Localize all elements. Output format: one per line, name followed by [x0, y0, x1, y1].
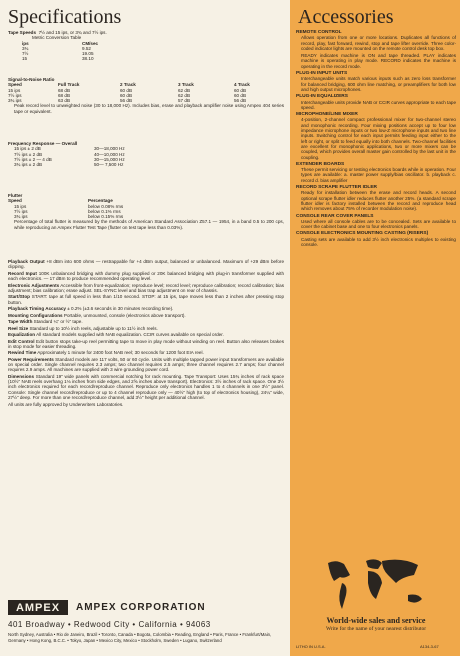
metric-cm: 19.05 [82, 51, 94, 57]
flutter-header: Percentage [88, 198, 113, 204]
accessory-text: 4-position, 2-channel compact professional mixer for two-channel stereo and monophonic recording. Four mixing positions accept up to four low impedance microphone inputs or two low-Z microphone inputs and two line inputs. Switching control for each input permits feeding input either to the left or right, or split to feed equally into both channels. Two-channel facilities are excellent for monophonic applications, two or more mixers can be coupled, which provides overall master gain controlled by the last unit in the coupling. [301, 117, 456, 160]
specifications-title: Specifications [8, 6, 122, 28]
spec-text: Standard ¼" or ½" tape. [33, 319, 83, 325]
worldwide-subtitle: Write for the name of your nearest distributor [325, 626, 427, 632]
snr-cell: 68 dB [58, 92, 71, 98]
spec-text: Accessible from front-equalization; reproduce level; record level; reproduce calibration; record calibration; bias adjustment; bias calibration; erase adjust. SEL-SYNC level and bias trap adjustment on rear of chassis. [8, 282, 284, 293]
spec-label: Playback Timing Accuracy [8, 306, 66, 312]
spec-label: Reel Size [8, 325, 29, 331]
accessory-item [296, 214, 456, 230]
accessory-title: REMOTE CONTROL [296, 30, 342, 35]
freq-range: 50— 7,500 Hz [94, 162, 124, 168]
spec-label: Start/Stop [8, 294, 30, 300]
accessory-item [296, 53, 456, 69]
spec-text: All standard models supplied with NAB equalization. CCIR curves available on special order. [36, 332, 224, 338]
accessory-text: Interchangeable units provide NAB or CCIR curves appropriate to each tape speed. [301, 99, 456, 110]
spec-item [8, 294, 284, 305]
snr-cell: 60 dB [234, 87, 247, 93]
flutter-section [8, 193, 284, 230]
spec-label: Mounting Configurations [8, 312, 63, 318]
flutter-value: below 0.08% rms [88, 203, 124, 209]
snr-cell: 3¾ ips [8, 98, 22, 104]
freq-range: 30—18,000 Hz [94, 146, 125, 152]
spec-text: 100K unbalanced bridging with dummy plug supplied or 20K balanced bridging with plug-in transformer supplied with each electronics. — 17 dBm to produce recommended operating level. [8, 270, 285, 282]
spec-text: Edit button stops take-up reel permitting tape to move in play mode without winding on reel. Button also releases brakes in stop mode for easier threading. [8, 338, 284, 349]
accessory-item [296, 71, 456, 92]
metric-header-ips: ips [22, 40, 29, 46]
tape-speeds-value: 7½ and 15 ips, or 3¾ and 7½ ips. [38, 30, 107, 35]
ampex-corporation: AMPEX CORPORATION [76, 602, 206, 613]
snr-cell: 57 dB [178, 98, 191, 104]
accessory-text: Used where all console cables are to be concealed. Sets are available to cover the cabinet base and one to four electronics panels. [301, 218, 456, 230]
worldwide-sales: World-wide sales and service [326, 616, 426, 625]
spec-item [8, 350, 284, 355]
flutter-value: below 0.15% rms [88, 214, 124, 220]
spec-text: Standard models are 117 volts, 50 or 60 cycle. Units with multiple tapped power input transformers are available on special order. Single channel requires 2.3 amps; two channel requires 2.5 amps; three channel requires 2.7 amps; four channel requires 2.9 amps. All machines are supplied with 3 wire grounding power cord. [8, 356, 285, 373]
ampex-offices: North Sydney, Australia • Rio de Janeiro, Brazil • Toronto, Canada • Bogota, Colombia • Reading, England • Paris, France • Frankfurt/Main, Germany • Hong Kong, B.C.C. • Tokyo, Japan • Mexico City, Mexico • Stockholm, Sweden • Lugano, Switzerland [8, 632, 272, 643]
metric-ips: 3¾ [22, 45, 29, 51]
spec-label: Electronic Adjustments [8, 282, 60, 288]
flutter-label: Flutter [8, 193, 23, 198]
spec-item [8, 374, 284, 400]
accessories-title: Accessories [298, 6, 394, 28]
snr-header: Speed [8, 82, 22, 88]
metric-cm: 9.52 [82, 45, 91, 51]
spec-item [8, 326, 284, 331]
spec-item [8, 402, 284, 407]
spec-text: Approximately 1 minute for 2400 foot NAB reel; 30 seconds for 1200 foot EIA reel. [37, 350, 204, 356]
metric-table-title: Metric Conversion Table [32, 35, 82, 41]
metric-ips: 15 [22, 56, 28, 62]
freq-speed: 15 ips ± 2 dB [14, 146, 41, 152]
snr-cell: 62 dB [178, 87, 191, 93]
ampex-logo: AMPEX [8, 600, 68, 615]
snr-header: 2 Track [120, 82, 136, 88]
accessory-title: MICROPHONE/LINE MIXER [296, 112, 358, 118]
accessories-list [296, 30, 456, 249]
metric-header-cm: CM/sec [82, 40, 99, 46]
accessory-title: CONSOLE REAR COVER PANELS [296, 213, 374, 219]
freq-range: 40—10,000 Hz [94, 151, 125, 157]
accessory-text: Allows operation from one or more locations. Duplicates all functions of record, play, fast forward, rewind, stop and tape lifter override. Three color-coded indicator lights are mounted on the remote control desk top box. [301, 35, 456, 51]
freq-range: 30—15,000 Hz [94, 156, 125, 162]
accessory-title: CONSOLE ELECTRONICS MOUNTING CASTING (RISERS) [296, 231, 429, 237]
spec-text: Standard up to 10½ inch reels, adjustable up to 11½ inch reels. [29, 325, 158, 331]
snr-cell: 68 dB [58, 87, 71, 93]
flutter-speed: 7½ ips [14, 208, 28, 214]
spec-label: Dimensions [8, 373, 35, 379]
spec-label: Equalization [8, 332, 36, 338]
accessory-text: Interchangeable units match various inputs such as zero loss transformer for balanced bridging, 600 ohm line matching, or preamplifiers for both low and high output microphones. [301, 76, 456, 92]
spec-text: START: tape at full speed in less than 1/10 second. STOP: at 15 ips, tape moves less than 2 inches after pressing stop button. [8, 294, 284, 305]
accessory-item [296, 162, 456, 183]
freq-label: Frequency Response — Overall [8, 141, 78, 146]
snr-cell: 60 dB [120, 92, 133, 98]
snr-header: 4 Track [234, 82, 250, 88]
spec-text: ± 0.2% (±3.6 seconds in 30 minutes recording time). [67, 306, 174, 312]
freq-speed: 7½ ips ± 2 — 4 dB [14, 156, 52, 162]
spec-text: All units are fully approved by Underwriters Laboratories. [8, 401, 124, 407]
snr-section [8, 77, 284, 114]
snr-cell: 60 dB [234, 92, 247, 98]
spec-list [8, 259, 284, 408]
snr-cell: 7½ ips [8, 92, 22, 98]
snr-cell: 56 dB [120, 98, 133, 104]
metric-ips: 7½ [22, 51, 29, 57]
snr-cell: 56 dB [234, 98, 247, 104]
accessory-item [296, 231, 456, 247]
metric-row [8, 56, 284, 61]
snr-cell: 62 dB [178, 92, 191, 98]
flutter-header: Speed [8, 198, 22, 204]
spec-item [8, 271, 284, 282]
accessory-text: These permit servicing or testing electronics boards while in operation. Four types are available: a. master power supply/bias oscillator. b. playback c. record d. bias amplifier [301, 167, 456, 183]
accessory-item [296, 185, 456, 211]
accessory-item [296, 30, 456, 51]
metric-cm: 38.10 [82, 56, 94, 62]
spec-text: Standard 19" wide panels with commercial notching for rack mounting. Tape Transport: Uses 15¾ inches of rack space (10½" NAB reels overhang 1⅛ inches from side edges, and 2⅝ inches above transport). Electronics: 3½ inches of rack space. One 3½ inch electronics required for each record/reproduce channel. Reproduce only electronics handles 1 to 4 channels in one 3½" panel. Console: Single channel record/reproduce or up to 4 channel reproduce only — 40½" high (to top of electronics housing), 24¼" wide, 27½" deep. For more than one record/reproduce channel, add 3½" height per additional channel. [8, 373, 284, 401]
ampex-address: 401 Broadway • Redwood City • California • 94063 [8, 620, 211, 629]
accessory-item [296, 112, 456, 160]
litho-label: LITHO IN U.S.A. [296, 644, 326, 649]
accessory-text: Casting sets are available to add 3½ inch electronics multiples to existing console. [301, 236, 456, 247]
spec-label: Rewind Time [8, 350, 37, 356]
spec-item [8, 283, 284, 294]
spec-item [8, 306, 284, 311]
snr-header: 3 Track [178, 82, 194, 88]
spec-item [8, 332, 284, 337]
flutter-value: below 0.1% rms [88, 208, 121, 214]
accessory-title: RECORD SCRAPE FLUTTER IDLER [296, 185, 378, 191]
snr-label: Signal-to-Noise Ratio [8, 77, 55, 82]
world-map-icon [322, 555, 432, 613]
snr-cell: 60 dB [120, 87, 133, 93]
tape-speeds-section [8, 30, 284, 62]
freq-speed: 3¾ ips ± 2 dB [14, 162, 43, 168]
spec-label: Edit Control [8, 338, 35, 344]
flutter-speed: 15 ips [14, 203, 27, 209]
accessory-text: READY indicates machine is ON and tape threaded. PLAY indicates machine is operating in play mode. RECORD indicates the machine is operating in the record mode. [301, 53, 456, 69]
snr-header: Full Track [58, 82, 80, 88]
spec-label: Playback Output [8, 259, 45, 264]
accessory-text: Ready for installation between the erase and record heads. A second optional scrape flutter idler reduces flutter another 25%. (a standard scrape flutter idler is factory installed between the record and reproduce head which removes about 75% of recorder modulation noise). [301, 190, 456, 212]
accessory-title: PLUG-IN INPUT UNITS [296, 71, 348, 77]
spec-item [8, 357, 284, 373]
spec-item [8, 319, 284, 324]
accessory-title: EXTENDER BOARDS [296, 161, 345, 167]
accessory-item [296, 94, 456, 110]
spec-label: Power Requirements [8, 356, 54, 362]
flutter-speed: 3¾ ips [14, 214, 28, 220]
spec-item [8, 259, 284, 270]
spec-label: Record Input [8, 270, 37, 276]
form-code: A134-3-67 [420, 644, 439, 649]
spec-label: Tape Width [8, 319, 33, 325]
snr-cell: 15 ips [8, 87, 21, 93]
freq-speed: 7½ ips ± 2 dB [14, 151, 43, 157]
snr-cell: 63 dB [58, 98, 71, 104]
spec-item [8, 339, 284, 350]
freq-row [8, 162, 284, 167]
spec-item [8, 313, 284, 318]
accessory-title: PLUG-IN EQUALIZERS [296, 94, 348, 100]
spec-text: +8 dBm into 600 ohms — restrappable for +4 dBm output, balanced or unbalanced. Maximum of +29 dBm before clipping. [8, 259, 285, 270]
spec-text: Portable, unmounted, console (electronics above transport). [63, 312, 186, 318]
snr-note: Peak record level to unweighted noise (30 to 18,000 Hz). Includes bias, erase and playback amplifier noise using Ampex 404 series tape or equivalent. [14, 103, 284, 114]
tape-speeds-label: Tape Speeds [8, 30, 36, 35]
frequency-response-section [8, 141, 284, 167]
flutter-note: Percentage of total flutter is measured by the methods of American Standard Association Z57.1 — 1954, in a band 0.5 to 200 cps, while reproducing an Ampex Flutter Test Tape (flutter on test tape less than 0.03%). [14, 219, 284, 230]
